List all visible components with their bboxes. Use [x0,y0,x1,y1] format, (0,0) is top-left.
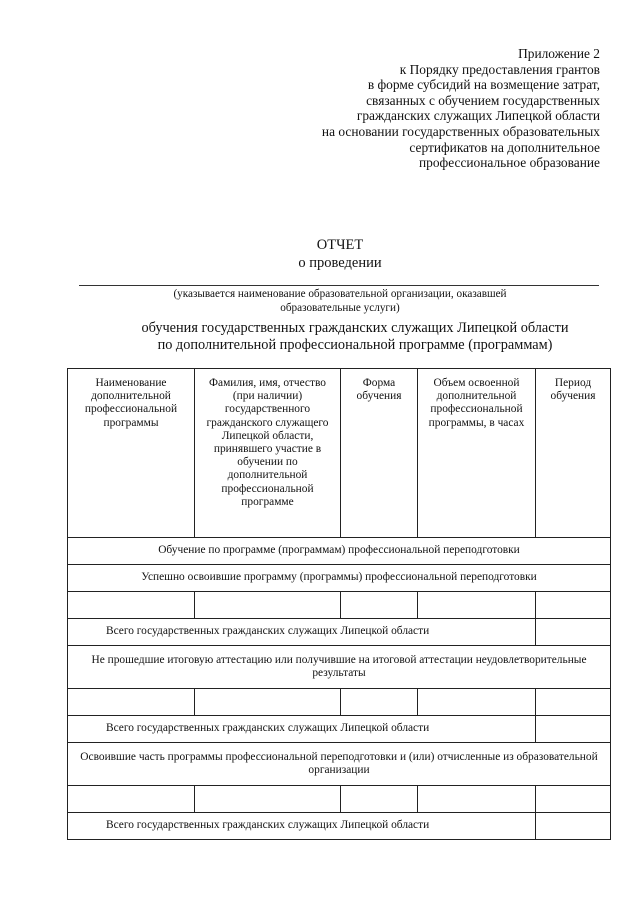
table-cell [536,689,611,716]
section-title: Успешно освоившие программу (программы) профессиональной переподготовки [68,565,611,592]
table-cell [536,786,611,813]
table-cell [68,786,195,813]
table-cell [341,786,418,813]
appendix-line: профессиональное образование [418,155,600,171]
total-row [68,813,611,840]
section-row [68,743,611,786]
appendix-line: в форме субсидий на возмещение затрат, [367,77,600,93]
column-header: Форма обучения [341,369,418,538]
table-cell [536,619,611,646]
report-subtitle: обучения государственных гражданских служащих Липецкой области [141,320,569,336]
column-header: Объем освоенной дополнительной профессиональной программы, в часах [418,369,536,538]
appendix-line: Приложение 2 [518,46,600,61]
section-title: Не прошедшие итоговую аттестацию или получившие на итоговой аттестации неудовлетворительные результаты [68,646,611,689]
table-cell [536,813,611,840]
fill-in-line [79,285,599,286]
appendix-line: на основании государственных образовательных [321,123,600,139]
appendix-block [240,46,600,171]
table-cell [195,592,341,619]
section-title: Обучение по программе (программам) профессиональной переподготовки [68,538,611,565]
table-cell [195,689,341,716]
column-header: Период обучения [536,369,611,538]
column-header: Фамилия, имя, отчество (при наличии) государственного гражданского служащего Липецкой области, принявшего участие в обучении по дополнительной профессиональной программе [195,369,341,538]
table-cell [418,592,536,619]
hint-line: образовательные услуги) [280,301,400,314]
total-label: Всего государственных гражданских служащих Липецкой области [68,716,536,743]
table-row [68,689,611,716]
table-row [68,786,611,813]
table-cell [341,689,418,716]
table-cell [68,689,195,716]
table-cell [418,786,536,813]
table-row [68,592,611,619]
appendix-line: к Порядку предоставления грантов [399,61,600,77]
table-cell [68,592,195,619]
appendix-line: гражданских служащих Липецкой области [356,108,600,124]
section-row [68,538,611,565]
table-cell [536,716,611,743]
report-table [67,368,611,840]
table-cell [341,592,418,619]
table-cell [418,689,536,716]
report-title-subline: о проведении [298,255,382,271]
fill-in-hint [130,288,550,315]
report-subtitle: по дополнительной профессиональной программе (программам) [157,337,553,353]
section-row [68,565,611,592]
total-label: Всего государственных гражданских служащих Липецкой области [68,813,536,840]
table-cell [195,786,341,813]
total-label: Всего государственных гражданских служащих Липецкой области [68,619,536,646]
total-row [68,619,611,646]
section-title: Освоившие часть программы профессиональной переподготовки и (или) отчисленные из образовательной организации [68,743,611,786]
table-cell [536,592,611,619]
appendix-line: связанных с обучением государственных [366,92,600,108]
column-header: Наименование дополнительной профессиональной программы [68,369,195,538]
table-header-row [68,369,611,538]
hint-line: (указывается наименование образовательной организации, оказавшей [173,288,507,300]
total-row [68,716,611,743]
report-title: ОТЧЕТ [316,237,364,253]
section-row [68,646,611,689]
appendix-line: сертификатов на дополнительное [409,139,600,155]
